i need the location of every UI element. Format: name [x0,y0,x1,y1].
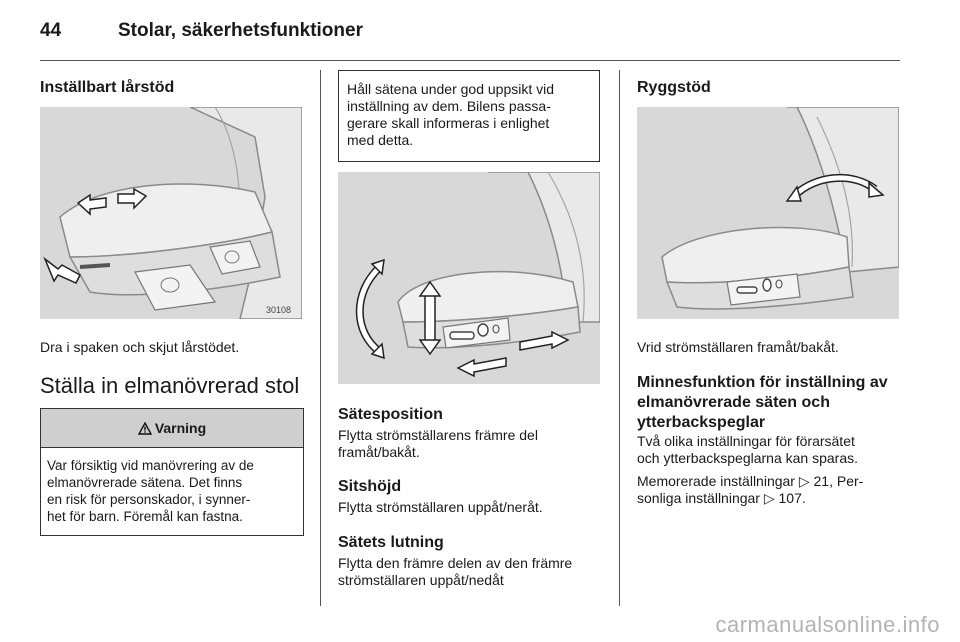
warning-triangle-icon [138,422,152,435]
heading-seat-tilt: Sätets lutning [338,534,444,551]
column-divider-1 [320,70,321,606]
heading-thigh-support: Inställbart lårstöd [40,79,175,96]
memory-references [637,473,863,507]
figure-code: 30108 [266,305,292,315]
warning-box [40,408,304,536]
warning-line: elmanövrerade sätena. Det finns [47,475,243,490]
backrest-figure [637,107,899,319]
note-line: inställning av dem. Bilens passa- [347,98,551,114]
seat-height-text: Flytta strömställaren uppåt/neråt. [338,499,543,515]
page-number: 44 [40,20,62,41]
heading-memory-function: Minnesfunktion för inställning av elmanövrerade säten och ytterbackspeglar [637,374,888,431]
warning-line: Var försiktig vid manövrering av de [47,458,254,473]
header-rule [40,60,900,61]
note-box [338,70,600,162]
memory-text: Två olika inställningar för förarsätet och ytterbackspeglarna kan sparas. [637,433,859,466]
warning-line: en risk för personskador, i synner- [47,492,251,507]
warning-title: Varning [154,420,207,436]
watermark: carmanualsonline.info [715,612,940,637]
thigh-support-figure [40,107,302,319]
warning-text [41,448,303,525]
backrest-instruction: Vrid strömställaren framåt/bakåt. [637,339,839,355]
chapter-title: Stolar, säkerhetsfunktioner [118,20,363,41]
heading-electric-seat: Ställa in elmanövrerad stol [40,373,300,398]
warning-header [41,409,303,448]
warning-line: het för barn. Föremål kan fastna. [47,509,243,524]
note-line: Håll sätena under god uppsikt vid [347,81,555,97]
column-divider-2 [619,70,620,606]
reference-link[interactable]: Memorerade inställningar ▷ 21, Per- [637,473,864,489]
heading-backrest: Ryggstöd [637,79,711,96]
seat-tilt-text: Flytta den främre delen av den främre strömställaren uppåt/nedåt [338,555,573,588]
thigh-support-instruction: Dra i spaken och skjut lårstödet. [40,339,240,355]
heading-seat-position: Sätesposition [338,406,443,423]
reference-link[interactable]: sonliga inställningar ▷ 107. [637,490,806,506]
electric-seat-figure [338,172,600,384]
heading-seat-height: Sitshöjd [338,478,402,495]
seat-position-text: Flytta strömställarens främre del framåt/bakåt. [338,427,538,460]
note-line: med detta. [347,132,414,148]
note-line: gerare skall informeras i enlighet [347,115,550,131]
